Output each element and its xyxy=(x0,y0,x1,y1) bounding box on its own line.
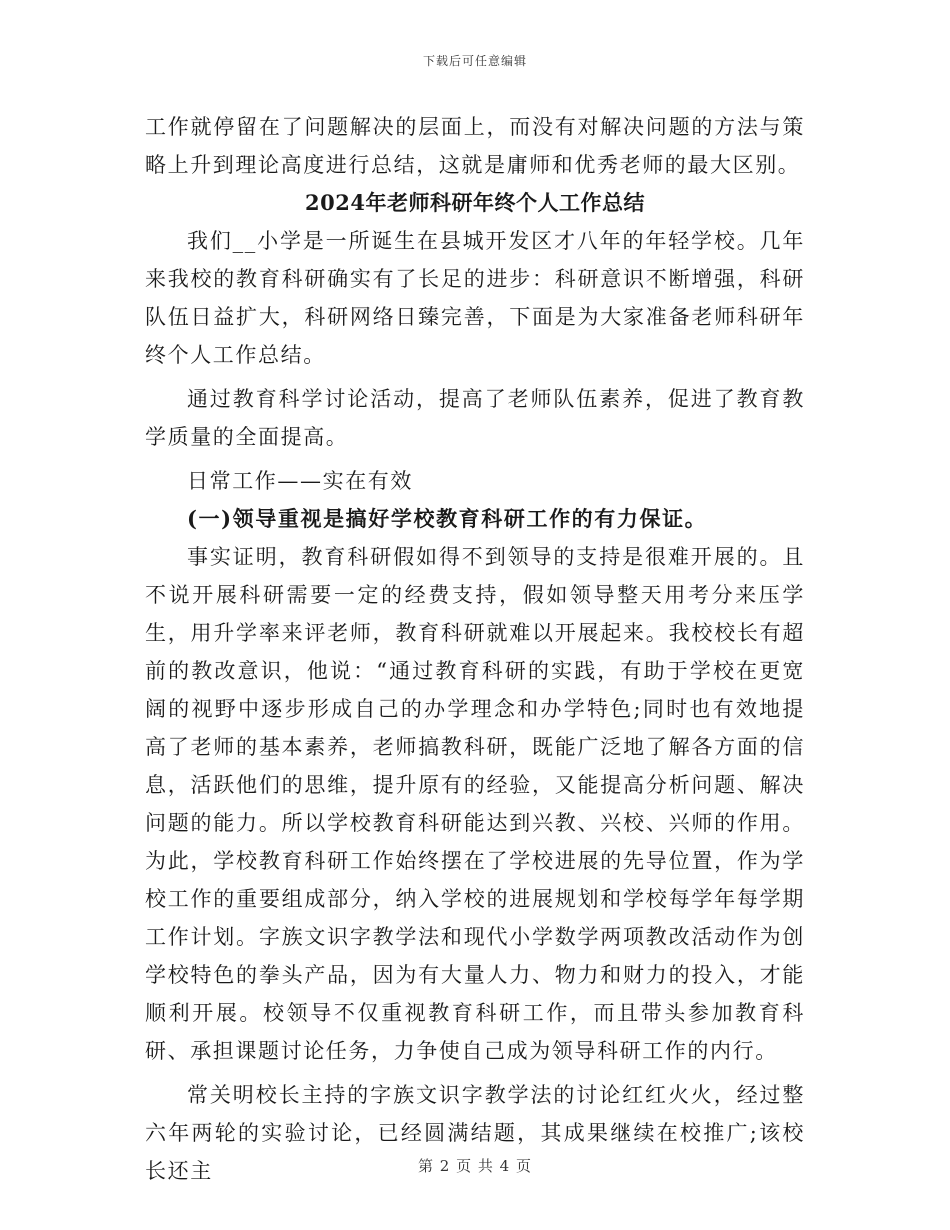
paragraph-3: 事实证明，教育科研假如得不到领导的支持是很难开展的。且不说开展科研需要一定的经费支持，假如领导整天用考分来压学生，用升学率来评老师，教育科研就难以开展起来。我校校长有超前的教改意识，他说：“通过教育科研的实践，有助于学校在更宽阔的视野中逐步形成自己的办学理念和办学特色;同时也有效地提高了老师的基本素养，老师搞教科研，既能广泛地了解各方面的信息，活跃他们的思维，提升原有的经验，又能提高分析问题、解决问题的能力。所以学校教育科研能达到兴教、兴校、兴师的作用。为此，学校教育科研工作始终摆在了学校进展的先导位置，作为学校工作的重要组成部分，纳入学校的进展规划和学校每学年每学期工作计划。字族文识字教学法和现代小学数学两项教改活动作为创学校特色的拳头产品，因为有大量人力、物力和财力的投入，才能顺利开展。校领导不仅重视教育科研工作，而且带头参加教育科研、承担课题讨论任务，力争使自己成为领导科研工作的内行。 xyxy=(145,545,805,1063)
paragraph-1: 我们__小学是一所诞生在县城开发区才八年的年轻学校。几年来我校的教育科研确实有了长足的进步：科研意识不断增强，科研队伍日益扩大，科研网络日臻完善，下面是为大家准备老师科研年终个人工作总结。 xyxy=(145,229,805,367)
document-title: 2024年老师科研年终个人工作总结 xyxy=(305,190,645,215)
section-heading: 日常工作——实在有效 xyxy=(187,469,413,493)
document-body xyxy=(145,108,805,1190)
paragraph-4: 常关明校长主持的字族文识字教学法的讨论红红火火，经过整六年两轮的实验讨论，已经圆满结题，其成果继续在校推广;该校长还主 xyxy=(145,1083,805,1183)
header-note: 下载后可任意编辑 xyxy=(422,54,527,68)
paragraph-2: 通过教育科学讨论活动，提高了老师队伍素养，促进了教育教学质量的全面提高。 xyxy=(145,387,805,449)
intro-continuation-paragraph: 工作就停留在了问题解决的层面上，而没有对解决问题的方法与策略上升到理论高度进行总结，这就是庸师和优秀老师的最大区别。 xyxy=(145,115,805,177)
subheading: (一)领导重视是搞好学校教育科研工作的有力保证。 xyxy=(187,506,708,531)
page-number-footer: 第 2 页 共 4 页 xyxy=(418,1157,532,1175)
